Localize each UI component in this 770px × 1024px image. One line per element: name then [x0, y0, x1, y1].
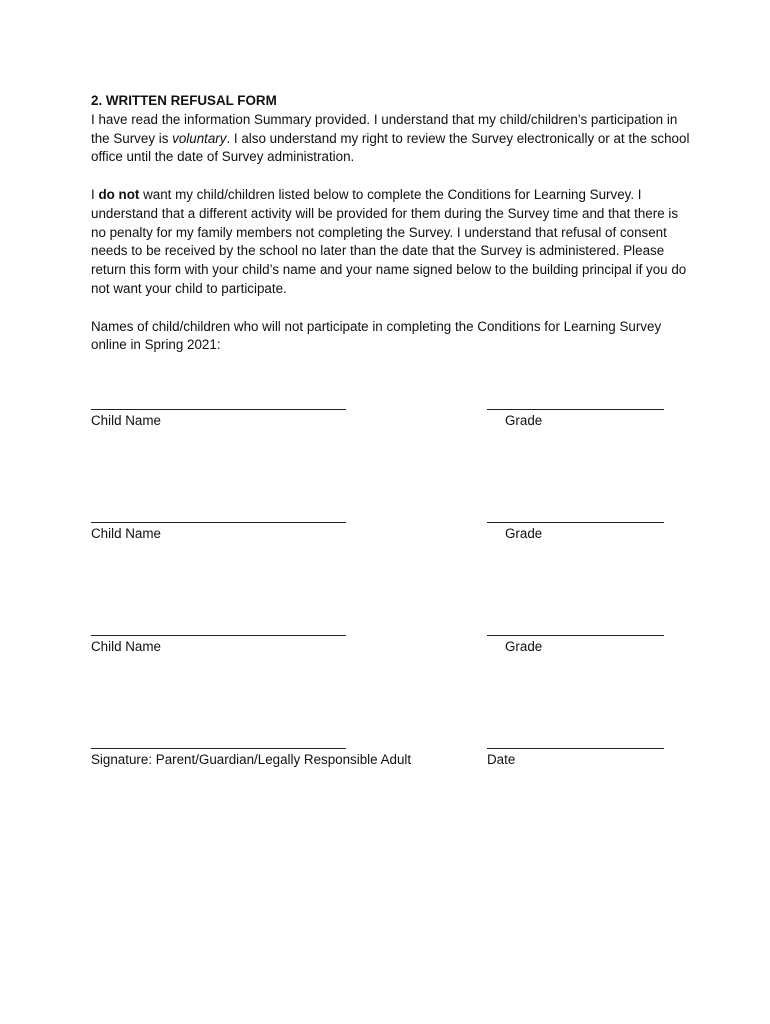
child-row-3	[91, 635, 691, 675]
grade-line[interactable]	[487, 635, 664, 636]
child-name-line[interactable]	[91, 635, 346, 636]
form-text	[91, 92, 691, 355]
grade-label: Grade	[505, 639, 543, 654]
summary-text-b: . I also understand my right to review the Survey electronically or at the school office until the date of Survey administration.	[91, 130, 690, 165]
summary-paragraph	[91, 111, 691, 167]
grade-line[interactable]	[487, 522, 664, 523]
names-instruction: Names of child/children who will not participate in completing the Conditions for Learning Survey online in Spring 2021:	[91, 318, 662, 353]
grade-line[interactable]	[487, 409, 664, 410]
refusal-paragraph	[91, 186, 691, 299]
do-not-emphasis: do not	[98, 186, 140, 202]
signature-label: Signature: Parent/Guardian/Legally Responsible Adult	[91, 752, 412, 767]
child-name-label: Child Name	[91, 413, 161, 428]
refusal-text-a: I	[91, 186, 99, 202]
child-name-line[interactable]	[91, 522, 346, 523]
summary-text-a: I have read the information Summary provided. I understand that my child/children’s participation in the Survey is	[91, 111, 678, 146]
date-line[interactable]	[487, 748, 664, 749]
child-name-label: Child Name	[91, 526, 161, 541]
grade-label: Grade	[505, 526, 543, 541]
form-heading: 2. WRITTEN REFUSAL FORM	[91, 93, 277, 108]
child-row-1	[91, 409, 691, 449]
voluntary-emphasis: voluntary	[172, 130, 227, 146]
signature-row	[91, 748, 691, 788]
child-name-line[interactable]	[91, 409, 346, 410]
grade-label: Grade	[505, 413, 543, 428]
child-row-2	[91, 522, 691, 562]
signature-line[interactable]	[91, 748, 346, 749]
child-name-label: Child Name	[91, 639, 161, 654]
date-label: Date	[487, 752, 516, 767]
refusal-text-b: want my child/children listed below to complete the Conditions for Learning Survey. I understand that a different activity will be provided for them during the Survey time and that there is no penalty for my family members not completing the Survey. I understand that refusal of consent needs to be received by the school no later than the date that the Survey is administered. Please return this form with your child’s name and your name signed below to the building principal if you do not want your child to participate.	[91, 186, 687, 296]
